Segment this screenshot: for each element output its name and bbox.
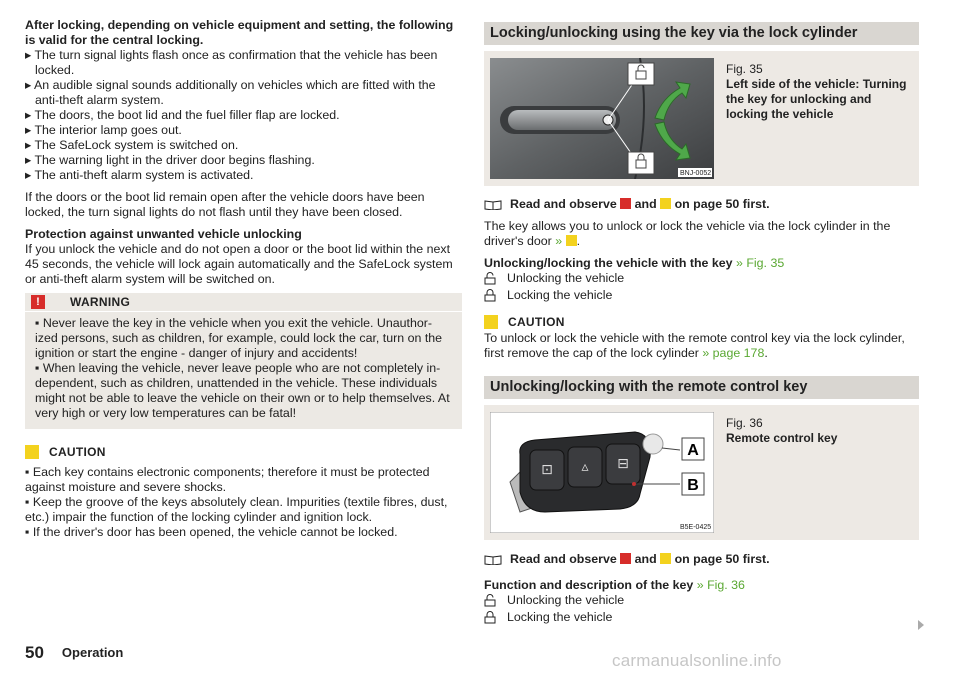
figure-link[interactable]: » Fig. 36 bbox=[696, 578, 745, 592]
bullet-item: ▸ An audible signal sounds additionally on vehicles which are fitted with the anti-theft alarm system. bbox=[25, 78, 436, 107]
bullet-item: ▸ The warning light in the driver door begins flashing. bbox=[25, 153, 315, 167]
lock-icon bbox=[484, 611, 496, 624]
paragraph: The key allows you to unlock or lock the vehicle via the lock cylinder in the driver's door » . bbox=[484, 219, 891, 248]
caution-square-icon bbox=[660, 198, 671, 209]
bullet-item: ▸ The doors, the boot lid and the fuel filler flap are locked. bbox=[25, 108, 340, 122]
caution-icon bbox=[484, 315, 498, 329]
protection-text: If you unlock the vehicle and do not open a door or the boot lid within the next 45 seconds, the vehicle will lock again automatically and the SafeLock system or anti-theft alarm system will be switched on. bbox=[25, 242, 453, 286]
caution-item: ▪ If the driver's door has been opened, the vehicle cannot be locked. bbox=[25, 525, 398, 539]
caution-text: To unlock or lock the vehicle with the remote control key via the lock cylinder, first remove the cap of the lock cylinder » page 178. bbox=[484, 331, 905, 360]
warning-icon: ! bbox=[31, 295, 45, 309]
warning-header bbox=[25, 293, 462, 312]
figure-caption bbox=[726, 416, 916, 446]
caution-item: ▪ Each key contains electronic components; therefore it must be protected against moisture and severe shocks. bbox=[25, 465, 430, 494]
next-page-arrow-icon bbox=[918, 620, 924, 630]
bullet-item: ▸ The SafeLock system is switched on. bbox=[25, 138, 239, 152]
figure-box bbox=[484, 51, 919, 186]
bullet-item: ▸ The interior lamp goes out. bbox=[25, 123, 182, 137]
read-and-observe: Read and observe and on page 50 first. bbox=[484, 197, 919, 212]
read-and-observe: Read and observe and on page 50 first. bbox=[484, 552, 919, 567]
warning-item: ▪ When leaving the vehicle, never leave people who are not completely in-dependent, such as children, unattended in the vehicle. These individuals might not be able to leave the vehicle on their own or to help themselves. At very high or very low temperatures can be fatal! bbox=[35, 361, 450, 420]
page-number: 50 bbox=[25, 643, 44, 662]
book-icon bbox=[484, 554, 502, 565]
warning-item: ▪ Never leave the key in the vehicle when you exit the vehicle. Unauthor-ized persons, such as children, for example, could lock the car, turn on the ignition or start the engine - danger of injury and accidents! bbox=[35, 316, 443, 360]
svg-text:⊡: ⊡ bbox=[541, 462, 553, 478]
unlock-icon bbox=[484, 594, 496, 607]
intro-text: After locking, depending on vehicle equipment and setting, the following is valid for the central locking. bbox=[25, 18, 454, 47]
remote-key-figure bbox=[490, 412, 714, 533]
page-link[interactable]: » page 178 bbox=[702, 346, 765, 360]
caution-square-icon bbox=[566, 235, 577, 246]
svg-text:⊟: ⊟ bbox=[617, 456, 629, 472]
caution-header bbox=[484, 313, 919, 331]
subheading: Function and description of the key » Fig. 36 bbox=[484, 578, 745, 592]
section-heading: Unlocking/locking with the remote control key bbox=[484, 376, 919, 399]
bullet-item: ▸ The anti-theft alarm system is activated. bbox=[25, 168, 254, 182]
caution-header bbox=[25, 443, 462, 461]
bullet-item: ▸ The turn signal lights flash once as confirmation that the vehicle has been locked. bbox=[25, 48, 438, 77]
callout-a: A bbox=[687, 442, 699, 459]
page-footer bbox=[25, 645, 123, 660]
paragraph: If the doors or the boot lid remain open after the vehicle doors have been locked, the turn signal lights do not flash until they have been closed. bbox=[25, 190, 425, 219]
footer-section: Operation bbox=[61, 645, 124, 660]
caution-icon bbox=[25, 445, 39, 459]
watermark: carmanualsonline.info bbox=[612, 651, 782, 670]
caution-label: CAUTION bbox=[508, 314, 565, 329]
caution-item: ▪ Keep the groove of the keys absolutely clean. Impurities (textile fibres, dust, etc.) impair the function of the locking cylinder and ignition lock. bbox=[25, 495, 448, 524]
figure-title: Remote control key bbox=[726, 431, 838, 445]
svg-text:▵: ▵ bbox=[581, 459, 589, 475]
lock-icon bbox=[484, 289, 496, 302]
figure-caption bbox=[726, 62, 916, 122]
callout-b: B bbox=[687, 477, 699, 494]
figure-title: Left side of the vehicle: Turning the key for unlocking and locking the vehicle bbox=[726, 77, 907, 121]
book-icon bbox=[484, 199, 502, 210]
figure-link[interactable]: » Fig. 35 bbox=[736, 256, 785, 270]
warning-label: WARNING bbox=[70, 294, 131, 309]
figure-number: Fig. 35 bbox=[726, 62, 763, 76]
list-item: Unlocking the vehicle bbox=[484, 271, 919, 286]
caution-square-icon bbox=[660, 553, 671, 564]
warning-square-icon bbox=[620, 553, 631, 564]
page-link[interactable]: » bbox=[555, 234, 563, 248]
right-column bbox=[484, 22, 919, 625]
figure-number: Fig. 36 bbox=[726, 416, 763, 430]
unlock-icon bbox=[484, 272, 496, 285]
warning-square-icon bbox=[620, 198, 631, 209]
figure-code: B5E-0425 bbox=[680, 524, 712, 531]
list-item: Locking the vehicle bbox=[484, 610, 919, 625]
figure-code: BNJ-0052 bbox=[680, 170, 712, 177]
warning-box bbox=[25, 293, 462, 429]
list-item: Unlocking the vehicle bbox=[484, 593, 919, 608]
caution-label: CAUTION bbox=[49, 444, 106, 459]
door-lock-figure bbox=[490, 58, 714, 179]
left-column bbox=[25, 18, 462, 540]
section-heading: Locking/unlocking using the key via the lock cylinder bbox=[484, 22, 919, 45]
protection-heading: Protection against unwanted vehicle unlocking bbox=[25, 227, 302, 241]
list-item: Locking the vehicle bbox=[484, 288, 919, 303]
subheading: Unlocking/locking the vehicle with the key » Fig. 35 bbox=[484, 256, 785, 270]
figure-box bbox=[484, 405, 919, 540]
